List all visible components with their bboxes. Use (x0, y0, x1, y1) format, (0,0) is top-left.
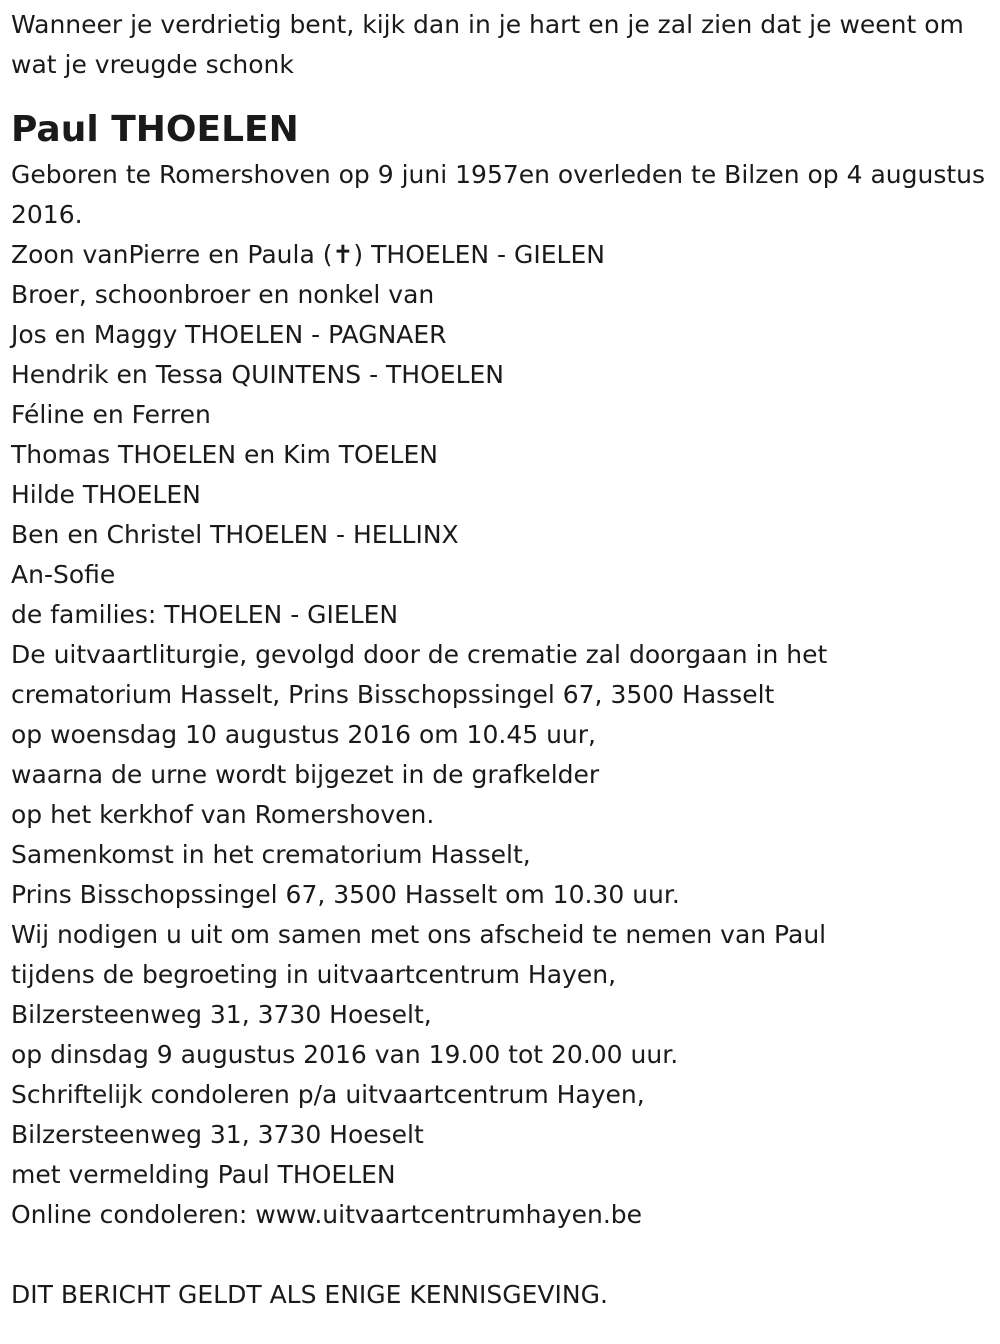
relative-line: Ben en Christel THOELEN - HELLINX (11, 520, 459, 549)
son-of-line: Zoon vanPierre en Paula (✝) THOELEN - GIELEN (11, 240, 605, 269)
motto-text: Wanneer je verdrietig bent, kijk dan in je hart en je zal zien dat je weent om wat je vreugde schonk (11, 10, 964, 79)
funeral-info-line: op het kerkhof van Romershoven. (11, 800, 435, 829)
relative-line: Hilde THOELEN (11, 480, 201, 509)
visitation-line: op dinsdag 9 augustus 2016 van 19.00 tot 20.00 uur. (11, 1040, 679, 1069)
gathering-line: Prins Bisschopssingel 67, 3500 Hasselt om 10.30 uur. (11, 880, 680, 909)
relatives-intro-line: Broer, schoonbroer en nonkel van (11, 280, 435, 309)
visitation-line: Wij nodigen u uit om samen met ons afscheid te nemen van Paul (11, 920, 827, 949)
funeral-info-line: waarna de urne wordt bijgezet in de grafkelder (11, 760, 600, 789)
obituary-body (11, 155, 991, 1235)
funeral-info-line: op woensdag 10 augustus 2016 om 10.45 uur, (11, 720, 596, 749)
condolence-line: met vermelding Paul THOELEN (11, 1160, 396, 1189)
birth-death-line: Geboren te Romershoven op 9 juni 1957en overleden te Bilzen op 4 augustus 2016. (11, 160, 986, 229)
notice-text: DIT BERICHT GELDT ALS ENIGE KENNISGEVING. (11, 1280, 608, 1309)
funeral-info-line: De uitvaartliturgie, gevolgd door de crematie zal doorgaan in het (11, 640, 828, 669)
online-condolence-line: Online condoleren: www.uitvaartcentrumhayen.be (11, 1200, 643, 1229)
visitation-line: tijdens de begroeting in uitvaartcentrum Hayen, (11, 960, 617, 989)
funeral-info-line: crematorium Hasselt, Prins Bisschopssingel 67, 3500 Hasselt (11, 680, 775, 709)
relative-line: Jos en Maggy THOELEN - PAGNAER (11, 320, 447, 349)
families-line: de families: THOELEN - GIELEN (11, 600, 399, 629)
obituary-page (11, 5, 991, 1315)
gathering-line: Samenkomst in het crematorium Hasselt, (11, 840, 531, 869)
condolence-line: Bilzersteenweg 31, 3730 Hoeselt (11, 1120, 424, 1149)
relative-line: Féline en Ferren (11, 400, 211, 429)
deceased-name: Paul THOELEN (11, 109, 299, 150)
relative-line: An-Sofie (11, 560, 116, 589)
relative-line: Thomas THOELEN en Kim TOELEN (11, 440, 438, 469)
condolence-line: Schriftelijk condoleren p/a uitvaartcentrum Hayen, (11, 1080, 645, 1109)
visitation-line: Bilzersteenweg 31, 3730 Hoeselt, (11, 1000, 432, 1029)
relative-line: Hendrik en Tessa QUINTENS - THOELEN (11, 360, 505, 389)
